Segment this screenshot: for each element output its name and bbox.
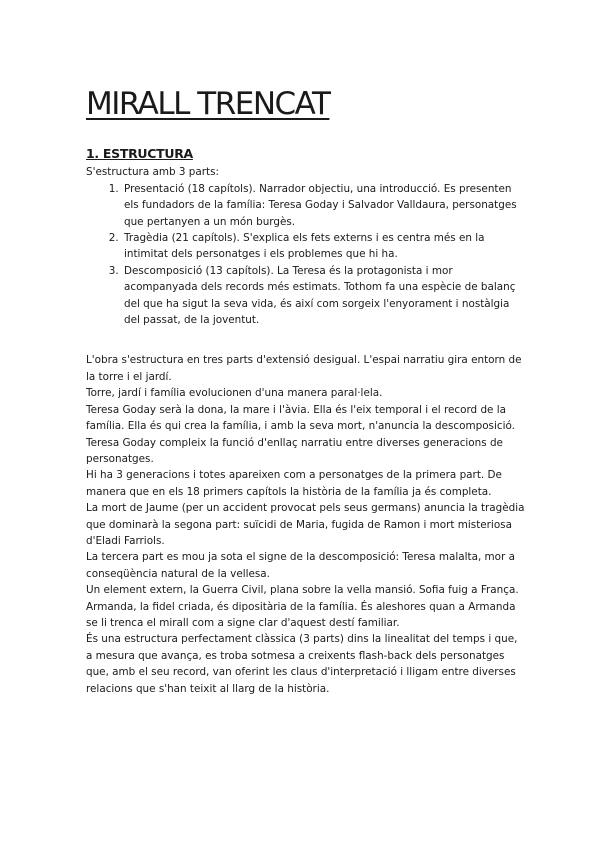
paragraph: Teresa Goday serà la dona, la mare i l'àvia. Ella és l'eix temporal i el record de la família. Ella és qui crea la família, i amb la seva mort, n'anuncia la descomposició. Teresa Goday compleix la funció d'enllaç narratiu entre diverses generacions de personatges. (86, 403, 515, 465)
paragraph: Torre, jardí i família evolucionen d'una manera paral·lela. (86, 387, 383, 400)
section-intro: S'estructura amb 3 parts: (86, 166, 220, 179)
paragraph: Un element extern, la Guerra Civil, plana sobre la vella mansió. Sofia fuig a França. Armanda, la fidel criada, és dipositària de la família. És aleshores quan a Armanda se li trenca el mirall com a signe clar d'aquest destí familiar. (86, 584, 519, 629)
list-item: 1. Presentació (18 capítols). Narrador objectiu, una introducció. Es presenten els fundadors de la família: Teresa Goday i Salvador Valldaura, personatges que pertanyen a un món burgès. (122, 181, 526, 230)
list-item: 2. Tragèdia (21 capítols). S'explica els fets externs i es centra més en la intimitat dels personatges i els problemes que hi ha. (122, 230, 526, 263)
paragraph: És una estructura perfectament clàssica (3 parts) dins la linealitat del temps i que, a mesura que avança, es troba sotmesa a creixents flash-back dels personatges que, amb el seu record, van oferint les claus d'interpretació i lligam entre diverses relacions que s'han teixit al llarg de la història. (86, 633, 518, 695)
structure-list (86, 181, 526, 329)
paragraph: La mort de Jaume (per un accident provocat pels seus germans) anuncia la tragèdia que dominarà la segona part: suïcidi de Maria, fugida de Ramon i mort misteriosa d'Eladi Farriols. (86, 502, 525, 547)
section-heading: 1. ESTRUCTURA (86, 146, 193, 161)
body-text (86, 352, 526, 697)
paragraph: Hi ha 3 generacions i totes apareixen com a personatges de la primera part. De manera que en els 18 primers capítols la història de la família ja és completa. (86, 469, 502, 498)
paragraph: L'obra s'estructura en tres parts d'extensió desigual. L'espai narratiu gira entorn de la torre i el jardí. (86, 354, 522, 383)
paragraph: La tercera part es mou ja sota el signe de la descomposició: Teresa malalta, mor a conseqüència natural de la vellesa. (86, 551, 515, 580)
list-item: 3. Descomposició (13 capítols). La Teresa és la protagonista i mor acompanyada dels records més estimats. Tothom fa una espècie de balanç del que ha sigut la seva vida, és així com sorgeix l'enyorament i nostàlgia del passat, de la joventut. (122, 263, 526, 329)
document-title: MIRALL TRENCAT (86, 86, 330, 122)
document-content (86, 146, 526, 697)
